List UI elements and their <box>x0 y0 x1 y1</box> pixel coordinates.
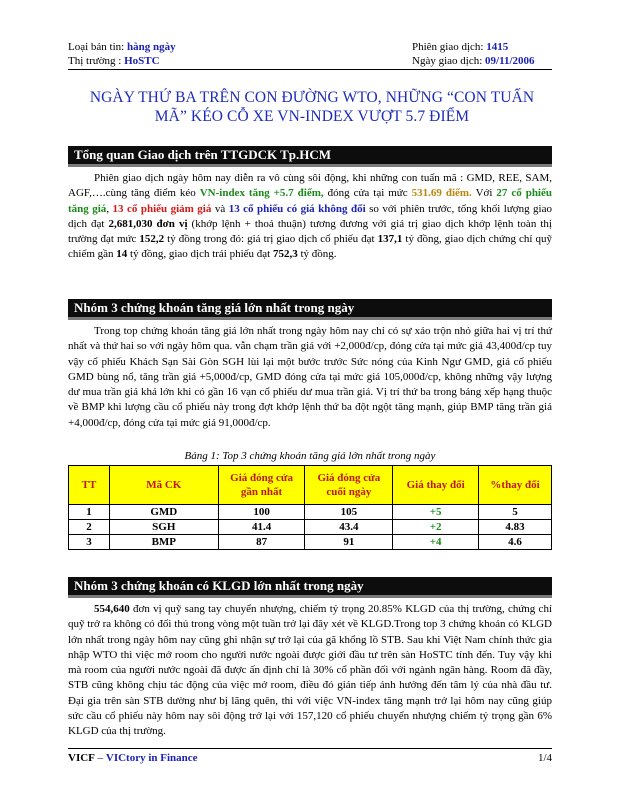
news-type-value: hàng ngày <box>126 41 176 53</box>
overview-text-1: Phiên giao dịch ngày hôm nay diễn ra vô cùng sôi động, khi những con tuấn mã : GMD, REE, SAM, AGF,….cùng tăng điểm kéo <box>68 172 552 200</box>
overview-paragraph <box>68 171 552 263</box>
cell-code: GMD <box>109 505 218 520</box>
footer-divider <box>68 748 552 749</box>
col-header-prev-close: Giá đóng cửa gần nhất <box>218 466 305 505</box>
vnindex-change: VN-index tăng +5.7 điểm, <box>199 187 324 200</box>
cell-prev-close: 87 <box>218 535 305 550</box>
table-header-row <box>69 466 552 505</box>
cell-pct-change: 4.6 <box>479 535 552 550</box>
cell-pct-change: 4.83 <box>479 520 552 535</box>
page-title: NGÀY THỨ BA TRÊN CON ĐƯỜNG WTO, NHỮNG “CON TUẤN MÃ” KÉO CỖ XE VN-INDEX VƯỢT 5.7 ĐIỂM <box>89 89 535 125</box>
section-overview-heading <box>68 146 552 167</box>
trade-date-value: 09/11/2006 <box>485 55 535 67</box>
table-row <box>69 505 552 520</box>
section-top-gainers-heading <box>68 299 552 320</box>
cell-pct-change: 5 <box>479 505 552 520</box>
overview-text-5: và <box>211 202 229 215</box>
cell-prev-close: 41.4 <box>218 520 305 535</box>
cell-code: SGH <box>109 520 218 535</box>
cell-change: +4 <box>393 535 479 550</box>
market <box>68 54 160 68</box>
session-value: 1415 <box>486 41 509 53</box>
overview-text-9: tỷ đồng, giao dịch chứng chỉ quỹ chiếm gần <box>68 233 553 261</box>
page-number: 1/4 <box>537 752 552 764</box>
table-row <box>69 520 552 535</box>
overview-text-10: tỷ đồng, giao dịch trái phiếu đạt <box>127 248 273 261</box>
stocks-unchanged: 13 cổ phiếu có giá không đổi <box>228 202 366 215</box>
col-header-close: Giá đóng cửa cuối ngày <box>305 466 393 505</box>
col-header-code: Mã CK <box>109 466 218 505</box>
cell-close: 43.4 <box>305 520 393 535</box>
trade-date-label: Ngày giao dịch: <box>412 55 483 67</box>
cell-tt: 3 <box>69 535 110 550</box>
section-top-gainers-heading-text: Nhóm 3 chứng khoán tăng giá lớn nhất trong ngày <box>74 300 355 315</box>
footer-brand-full: VICtory in Finance <box>105 752 198 764</box>
overview-text-2: đóng cửa tại mức <box>323 187 412 200</box>
market-value: HoSTC <box>124 55 160 67</box>
col-header-tt: TT <box>69 466 110 505</box>
section-top-volume-heading-text: Nhóm 3 chứng khoán có KLGD lớn nhất trong ngày <box>74 578 364 593</box>
cell-tt: 2 <box>69 520 110 535</box>
fund-volume: 554,640 <box>94 603 130 615</box>
top-volume-paragraph <box>68 602 552 740</box>
trade-date <box>412 54 535 68</box>
col-header-change: Giá thay đổi <box>393 466 479 505</box>
vnindex-close: 531.69 điểm. <box>411 187 472 200</box>
overview-text-7: (khớp lệnh + thoả thuận) tương đương với giá trị giao dịch khớp lệnh toàn thị trường đạt mức <box>68 217 552 246</box>
stocks-down: 13 cổ phiếu giảm giá <box>112 202 212 215</box>
cell-change: +2 <box>393 520 479 535</box>
footer-brand-dash: – <box>94 752 106 764</box>
overview-text-6: so với phiên trước, tổng khối lượng giao dịch đạt <box>68 202 552 230</box>
section-top-volume-heading <box>68 577 552 598</box>
market-label: Thị trường : <box>68 55 122 67</box>
bond-value: 752,3 <box>272 248 298 261</box>
table-caption: Bảng 1: Top 3 chứng khoán tăng giá lớn nhất trong ngày <box>184 450 436 462</box>
overview-text-3: Với <box>471 187 497 200</box>
top-volume-text: đơn vị quỹ sang tay chuyển nhượng, chiếm tỷ trọng 20.85% KLGD của thị trường, chứng chỉ quỹ trở ra không có đối thủ trong vòng một tuần trở lại đây xét về KLGD.Trong top 3 chứng khoán có KLGD lớn nhất trong ngày hôm nay cũng ghi nhận sự trở lại của gã khổng lồ STB. Sau khi Việt Nam chính thức gia nhập WTO thì việc mở room cho người nước ngoài được giới đầu tư trên sàn HoSTC tính đến. Tuy vậy khi mà room của người nước ngoài đã được ấn định chỉ là 30% cổ phần đối với ngành ngân hàng. Room đã đầy, STB cũng không chịu tác động của việc mở room, điều đó gián tiếp ảnh hưởng đến tâm lý của nhà đầu tư. Đại gia trên sàn STB dường như bị lãng quên, thì với việc VN-index tăng mạnh trở lại hôm nay cũng giúp sức cầu cổ phiếu này hôm nay sôi động trở lại với 157,120 cổ phiếu chuyển nhượng chiếm tỷ trọng gần 6% KLGD của thị trường. <box>68 603 552 738</box>
cell-tt: 1 <box>69 505 110 520</box>
header-divider <box>68 69 552 70</box>
cell-change: +5 <box>393 505 479 520</box>
top-gainers-paragraph: Trong top chứng khoán tăng giá lớn nhất trong ngày hôm nay chỉ có sự xáo trộn nhỏ giữa hai vị trí thứ nhất và thứ hai so với ngày hôm qua. vẫn chạm trần giá với +2,000đ/cp, đóng cửa tại mức giá 43,400đ/cp tuy vậy cổ phiếu Khách Sạn Sài Gòn SGH lùi lại một bước trước Sức nóng của Kinh Ngư GMD, giá cổ phiếu GMD bùng nổ, tăng trần giá +5,000đ/cp, GMD đóng cửa tại mức giá 105,000đ/cp, không những vậy lượng dư mua trần giá khá lớn khi có gần 16 vạn cổ phiếu dư mua trần giá. Vị trí thứ ba trong bảng xếp hạng thuộc về BMP khi lượng cầu cổ phiếu này trong đợt khớp lệnh thứ ba đột ngột tăng mạnh, giúp BMP tăng trần giá +4,000đ/cp, đóng cửa tại mức giá 91,000đ/cp. <box>68 325 552 429</box>
cell-close: 91 <box>305 535 393 550</box>
total-volume: 2,681,030 đơn vị <box>108 217 188 230</box>
overview-text-11: tỷ đồng. <box>297 248 337 261</box>
cell-close: 105 <box>305 505 393 520</box>
top-gainers-table <box>68 465 552 550</box>
col-header-pct-change: %thay đổi <box>479 466 552 505</box>
stock-value: 137,1 <box>377 233 403 246</box>
cell-prev-close: 100 <box>218 505 305 520</box>
news-type <box>68 40 176 54</box>
stocks-up: 27 cổ phiếu tăng giá <box>68 187 552 215</box>
overview-text-8: tỷ đồng trong đó: giá trị giao dịch cổ phiếu đạt <box>164 233 378 246</box>
footer-brand-short: VICF <box>68 752 95 764</box>
section-overview-heading-text: Tổng quan Giao dịch trên TTGDCK Tp.HCM <box>74 147 332 162</box>
news-type-label: Loại bản tin: <box>68 41 125 53</box>
total-value: 152,2 <box>139 233 165 246</box>
overview-text-4: , <box>106 202 113 215</box>
cell-code: BMP <box>109 535 218 550</box>
session-label: Phiên giao dịch: <box>412 41 484 53</box>
footer-brand <box>68 752 198 764</box>
table-row <box>69 535 552 550</box>
fund-value: 14 <box>116 248 128 261</box>
session <box>412 40 508 54</box>
